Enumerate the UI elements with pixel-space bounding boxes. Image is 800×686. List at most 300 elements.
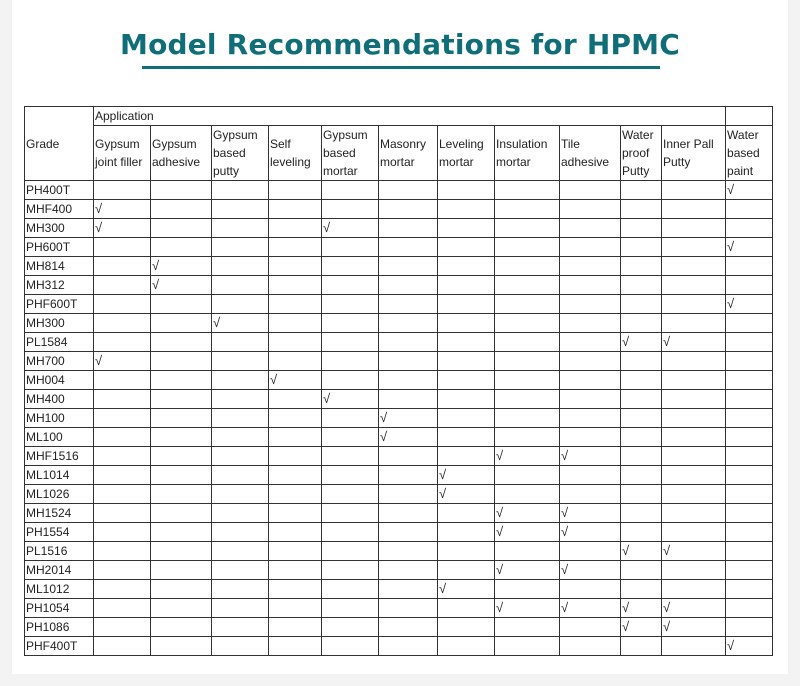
- empty-cell: [212, 618, 269, 637]
- empty-cell: [269, 314, 322, 333]
- grade-cell: MH814: [25, 257, 94, 276]
- empty-cell: [269, 599, 322, 618]
- empty-cell: [621, 580, 662, 599]
- empty-cell: [621, 561, 662, 580]
- empty-cell: [726, 428, 773, 447]
- application-header-spacer: [726, 107, 773, 126]
- check-mark-gjf: √: [94, 219, 151, 238]
- empty-cell: [560, 238, 621, 257]
- empty-cell: [322, 447, 379, 466]
- check-mark-ta: √: [560, 504, 621, 523]
- table-row: [25, 409, 773, 428]
- empty-cell: [212, 276, 269, 295]
- empty-cell: [438, 637, 495, 656]
- empty-cell: [495, 333, 560, 352]
- check-mark-ipp: √: [662, 599, 726, 618]
- empty-cell: [621, 447, 662, 466]
- empty-cell: [379, 618, 438, 637]
- empty-cell: [662, 352, 726, 371]
- empty-cell: [621, 371, 662, 390]
- empty-cell: [322, 504, 379, 523]
- check-mark-wpp: √: [621, 599, 662, 618]
- empty-cell: [94, 637, 151, 656]
- grade-cell: ML1014: [25, 466, 94, 485]
- empty-cell: [212, 637, 269, 656]
- table-row: [25, 599, 773, 618]
- empty-cell: [438, 561, 495, 580]
- column-header-ipp: Inner Pall Putty: [662, 126, 726, 181]
- check-mark-lm: √: [438, 485, 495, 504]
- empty-cell: [560, 428, 621, 447]
- empty-cell: [269, 637, 322, 656]
- empty-cell: [438, 200, 495, 219]
- empty-cell: [322, 542, 379, 561]
- empty-cell: [726, 314, 773, 333]
- empty-cell: [94, 276, 151, 295]
- empty-cell: [726, 276, 773, 295]
- empty-cell: [379, 561, 438, 580]
- empty-cell: [438, 371, 495, 390]
- empty-cell: [379, 257, 438, 276]
- empty-cell: [212, 409, 269, 428]
- table-row: [25, 485, 773, 504]
- empty-cell: [621, 219, 662, 238]
- grade-cell: MH312: [25, 276, 94, 295]
- empty-cell: [379, 580, 438, 599]
- check-mark-gbm: √: [322, 219, 379, 238]
- empty-cell: [726, 219, 773, 238]
- empty-cell: [322, 599, 379, 618]
- empty-cell: [94, 618, 151, 637]
- empty-cell: [94, 390, 151, 409]
- empty-cell: [269, 466, 322, 485]
- empty-cell: [322, 371, 379, 390]
- empty-cell: [151, 523, 212, 542]
- empty-cell: [560, 181, 621, 200]
- empty-cell: [269, 295, 322, 314]
- empty-cell: [212, 561, 269, 580]
- empty-cell: [662, 485, 726, 504]
- table-row: [25, 561, 773, 580]
- empty-cell: [151, 390, 212, 409]
- empty-cell: [212, 219, 269, 238]
- empty-cell: [151, 504, 212, 523]
- grade-cell: PH600T: [25, 238, 94, 257]
- empty-cell: [151, 219, 212, 238]
- empty-cell: [560, 371, 621, 390]
- empty-cell: [94, 428, 151, 447]
- table-row: [25, 428, 773, 447]
- empty-cell: [662, 181, 726, 200]
- check-mark-wpp: √: [621, 618, 662, 637]
- empty-cell: [269, 276, 322, 295]
- empty-cell: [560, 314, 621, 333]
- empty-cell: [438, 276, 495, 295]
- empty-cell: [662, 200, 726, 219]
- table-row: [25, 390, 773, 409]
- empty-cell: [662, 409, 726, 428]
- empty-cell: [212, 181, 269, 200]
- empty-cell: [322, 637, 379, 656]
- empty-cell: [621, 257, 662, 276]
- empty-cell: [379, 485, 438, 504]
- check-mark-lm: √: [438, 466, 495, 485]
- empty-cell: [94, 295, 151, 314]
- application-header-row: [25, 107, 773, 126]
- empty-cell: [379, 333, 438, 352]
- empty-cell: [94, 181, 151, 200]
- empty-cell: [212, 352, 269, 371]
- grade-cell: PH1086: [25, 618, 94, 637]
- empty-cell: [269, 542, 322, 561]
- column-header-gjf: Gypsum joint filler: [94, 126, 151, 181]
- empty-cell: [495, 295, 560, 314]
- empty-cell: [726, 561, 773, 580]
- empty-cell: [269, 428, 322, 447]
- empty-cell: [495, 580, 560, 599]
- empty-cell: [662, 561, 726, 580]
- column-header-wpp: Water proof Putty: [621, 126, 662, 181]
- empty-cell: [662, 314, 726, 333]
- empty-cell: [662, 257, 726, 276]
- grade-cell: PHF400T: [25, 637, 94, 656]
- table-row: [25, 637, 773, 656]
- empty-cell: [322, 561, 379, 580]
- grade-cell: MH100: [25, 409, 94, 428]
- empty-cell: [438, 314, 495, 333]
- empty-cell: [438, 504, 495, 523]
- grade-header: Grade: [25, 107, 94, 181]
- empty-cell: [94, 523, 151, 542]
- empty-cell: [379, 466, 438, 485]
- empty-cell: [438, 219, 495, 238]
- empty-cell: [495, 219, 560, 238]
- empty-cell: [269, 523, 322, 542]
- empty-cell: [212, 599, 269, 618]
- check-mark-lm: √: [438, 580, 495, 599]
- empty-cell: [379, 371, 438, 390]
- table-row: [25, 580, 773, 599]
- empty-cell: [94, 504, 151, 523]
- empty-cell: [662, 523, 726, 542]
- empty-cell: [438, 542, 495, 561]
- empty-cell: [212, 428, 269, 447]
- table-row: [25, 257, 773, 276]
- empty-cell: [379, 523, 438, 542]
- empty-cell: [662, 295, 726, 314]
- column-header-row: [25, 126, 773, 181]
- empty-cell: [212, 542, 269, 561]
- empty-cell: [269, 447, 322, 466]
- empty-cell: [495, 371, 560, 390]
- empty-cell: [212, 485, 269, 504]
- empty-cell: [94, 485, 151, 504]
- empty-cell: [269, 257, 322, 276]
- empty-cell: [322, 618, 379, 637]
- empty-cell: [94, 599, 151, 618]
- empty-cell: [151, 238, 212, 257]
- empty-cell: [322, 238, 379, 257]
- empty-cell: [560, 200, 621, 219]
- check-mark-gjf: √: [94, 352, 151, 371]
- empty-cell: [621, 637, 662, 656]
- empty-cell: [621, 504, 662, 523]
- empty-cell: [322, 181, 379, 200]
- empty-cell: [212, 466, 269, 485]
- empty-cell: [151, 409, 212, 428]
- empty-cell: [151, 200, 212, 219]
- empty-cell: [151, 599, 212, 618]
- empty-cell: [379, 390, 438, 409]
- empty-cell: [495, 314, 560, 333]
- empty-cell: [151, 637, 212, 656]
- table-row: [25, 333, 773, 352]
- empty-cell: [438, 523, 495, 542]
- empty-cell: [438, 428, 495, 447]
- empty-cell: [621, 200, 662, 219]
- check-mark-ga: √: [151, 276, 212, 295]
- grade-cell: PL1516: [25, 542, 94, 561]
- check-mark-wpp: √: [621, 333, 662, 352]
- column-header-sl: Self leveling: [269, 126, 322, 181]
- empty-cell: [212, 333, 269, 352]
- empty-cell: [621, 390, 662, 409]
- grade-cell: MH2014: [25, 561, 94, 580]
- empty-cell: [495, 428, 560, 447]
- column-header-lm: Leveling mortar: [438, 126, 495, 181]
- empty-cell: [212, 257, 269, 276]
- table-row: [25, 238, 773, 257]
- empty-cell: [560, 352, 621, 371]
- check-mark-ta: √: [560, 561, 621, 580]
- grade-cell: MH004: [25, 371, 94, 390]
- empty-cell: [495, 466, 560, 485]
- empty-cell: [621, 523, 662, 542]
- empty-cell: [212, 390, 269, 409]
- empty-cell: [151, 371, 212, 390]
- empty-cell: [212, 295, 269, 314]
- empty-cell: [438, 333, 495, 352]
- empty-cell: [726, 542, 773, 561]
- empty-cell: [560, 618, 621, 637]
- empty-cell: [438, 409, 495, 428]
- empty-cell: [269, 181, 322, 200]
- empty-cell: [379, 504, 438, 523]
- empty-cell: [212, 447, 269, 466]
- title-underline: [142, 66, 660, 69]
- empty-cell: [212, 580, 269, 599]
- empty-cell: [269, 352, 322, 371]
- check-mark-im: √: [495, 504, 560, 523]
- table-row: [25, 618, 773, 637]
- table-row: [25, 542, 773, 561]
- empty-cell: [151, 561, 212, 580]
- empty-cell: [726, 599, 773, 618]
- empty-cell: [269, 219, 322, 238]
- empty-cell: [379, 314, 438, 333]
- column-header-gbp: Gypsum based putty: [212, 126, 269, 181]
- check-mark-sl: √: [269, 371, 322, 390]
- empty-cell: [322, 523, 379, 542]
- empty-cell: [621, 238, 662, 257]
- check-mark-ipp: √: [662, 333, 726, 352]
- empty-cell: [438, 447, 495, 466]
- empty-cell: [151, 314, 212, 333]
- empty-cell: [379, 181, 438, 200]
- check-mark-im: √: [495, 523, 560, 542]
- empty-cell: [726, 333, 773, 352]
- empty-cell: [94, 257, 151, 276]
- empty-cell: [560, 276, 621, 295]
- table-body: [25, 181, 773, 656]
- empty-cell: [560, 485, 621, 504]
- column-header-mm: Masonry mortar: [379, 126, 438, 181]
- empty-cell: [438, 295, 495, 314]
- grade-cell: MHF1516: [25, 447, 94, 466]
- empty-cell: [438, 618, 495, 637]
- empty-cell: [269, 618, 322, 637]
- empty-cell: [662, 466, 726, 485]
- empty-cell: [726, 466, 773, 485]
- check-mark-ga: √: [151, 257, 212, 276]
- table-row: [25, 181, 773, 200]
- empty-cell: [495, 257, 560, 276]
- empty-cell: [212, 523, 269, 542]
- empty-cell: [151, 333, 212, 352]
- empty-cell: [379, 295, 438, 314]
- empty-cell: [726, 409, 773, 428]
- empty-cell: [379, 542, 438, 561]
- column-header-im: Insulation mortar: [495, 126, 560, 181]
- empty-cell: [495, 637, 560, 656]
- empty-cell: [322, 295, 379, 314]
- check-mark-im: √: [495, 561, 560, 580]
- empty-cell: [495, 618, 560, 637]
- empty-cell: [662, 219, 726, 238]
- empty-cell: [621, 276, 662, 295]
- empty-cell: [94, 314, 151, 333]
- empty-cell: [151, 580, 212, 599]
- grade-cell: PHF600T: [25, 295, 94, 314]
- check-mark-mm: √: [379, 409, 438, 428]
- empty-cell: [94, 238, 151, 257]
- grade-cell: PL1584: [25, 333, 94, 352]
- empty-cell: [560, 580, 621, 599]
- table-row: [25, 276, 773, 295]
- empty-cell: [322, 333, 379, 352]
- empty-cell: [560, 542, 621, 561]
- grade-cell: ML100: [25, 428, 94, 447]
- empty-cell: [322, 200, 379, 219]
- empty-cell: [379, 219, 438, 238]
- empty-cell: [212, 504, 269, 523]
- empty-cell: [726, 618, 773, 637]
- empty-cell: [726, 200, 773, 219]
- check-mark-wpp: √: [621, 542, 662, 561]
- empty-cell: [379, 276, 438, 295]
- empty-cell: [662, 447, 726, 466]
- empty-cell: [662, 428, 726, 447]
- empty-cell: [94, 466, 151, 485]
- empty-cell: [322, 409, 379, 428]
- empty-cell: [151, 618, 212, 637]
- empty-cell: [269, 504, 322, 523]
- empty-cell: [621, 409, 662, 428]
- table-row: [25, 314, 773, 333]
- check-mark-ipp: √: [662, 542, 726, 561]
- empty-cell: [94, 371, 151, 390]
- empty-cell: [621, 181, 662, 200]
- empty-cell: [495, 181, 560, 200]
- grade-cell: MH300: [25, 314, 94, 333]
- check-mark-ipp: √: [662, 618, 726, 637]
- empty-cell: [151, 542, 212, 561]
- empty-cell: [212, 371, 269, 390]
- empty-cell: [560, 257, 621, 276]
- table-row: [25, 447, 773, 466]
- empty-cell: [662, 390, 726, 409]
- empty-cell: [662, 504, 726, 523]
- grade-cell: MH1524: [25, 504, 94, 523]
- check-mark-wbp: √: [726, 295, 773, 314]
- grade-cell: PH1054: [25, 599, 94, 618]
- empty-cell: [495, 200, 560, 219]
- page-title: Model Recommendations for HPMC: [120, 28, 680, 61]
- check-mark-im: √: [495, 447, 560, 466]
- table-row: [25, 466, 773, 485]
- empty-cell: [560, 466, 621, 485]
- empty-cell: [560, 333, 621, 352]
- table-row: [25, 219, 773, 238]
- empty-cell: [379, 447, 438, 466]
- empty-cell: [495, 390, 560, 409]
- empty-cell: [621, 466, 662, 485]
- empty-cell: [212, 238, 269, 257]
- grade-cell: MHF400: [25, 200, 94, 219]
- table-row: [25, 200, 773, 219]
- empty-cell: [322, 257, 379, 276]
- empty-cell: [560, 219, 621, 238]
- check-mark-ta: √: [560, 523, 621, 542]
- empty-cell: [322, 466, 379, 485]
- table-row: [25, 352, 773, 371]
- empty-cell: [662, 580, 726, 599]
- empty-cell: [495, 485, 560, 504]
- empty-cell: [269, 200, 322, 219]
- empty-cell: [379, 352, 438, 371]
- check-mark-wbp: √: [726, 238, 773, 257]
- empty-cell: [726, 371, 773, 390]
- check-mark-im: √: [495, 599, 560, 618]
- grade-cell: PH400T: [25, 181, 94, 200]
- empty-cell: [438, 238, 495, 257]
- empty-cell: [151, 485, 212, 504]
- table-row: [25, 295, 773, 314]
- empty-cell: [94, 409, 151, 428]
- empty-cell: [94, 447, 151, 466]
- empty-cell: [726, 447, 773, 466]
- empty-cell: [269, 561, 322, 580]
- grade-cell: PH1554: [25, 523, 94, 542]
- check-mark-gjf: √: [94, 200, 151, 219]
- empty-cell: [379, 238, 438, 257]
- empty-cell: [151, 352, 212, 371]
- empty-cell: [438, 352, 495, 371]
- empty-cell: [560, 409, 621, 428]
- empty-cell: [621, 485, 662, 504]
- empty-cell: [322, 352, 379, 371]
- empty-cell: [269, 390, 322, 409]
